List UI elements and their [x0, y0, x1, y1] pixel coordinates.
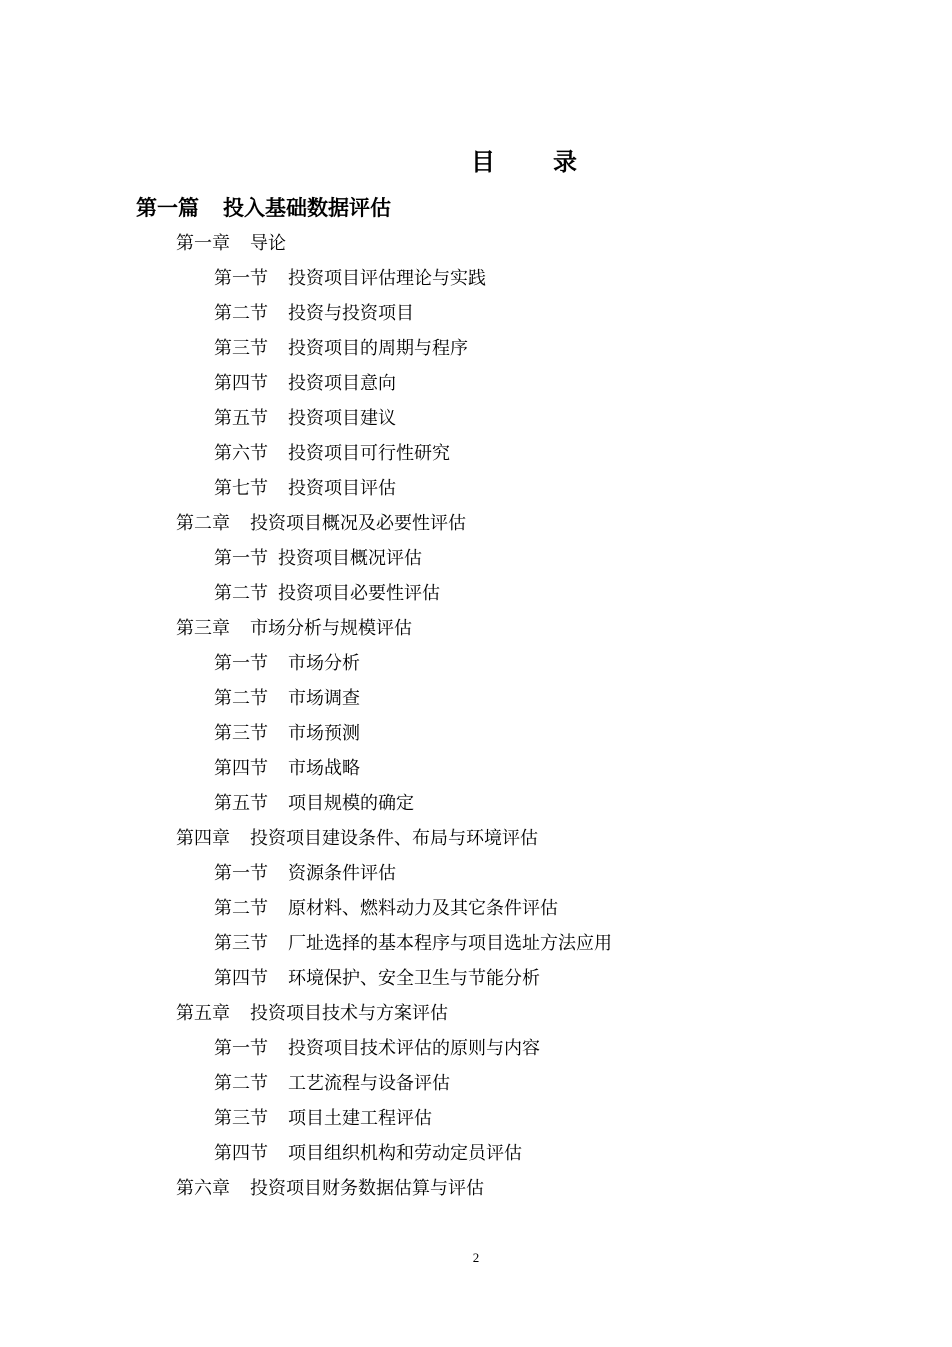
chapter-title: 投资项目概况及必要性评估 [250, 513, 466, 534]
toc-title: 目录 [471, 147, 635, 176]
chapter-number: 第一章 [176, 233, 230, 254]
toc-section-entry [0, 576, 952, 611]
section-number: 第二节 [214, 688, 268, 709]
section-title: 市场调查 [288, 688, 360, 709]
section-title: 原材料、燃料动力及其它条件评估 [288, 898, 558, 919]
section-number: 第四节 [214, 373, 268, 394]
section-title: 投资项目技术评估的原则与内容 [288, 1038, 540, 1059]
chapter-number: 第六章 [176, 1178, 230, 1199]
section-title: 项目规模的确定 [288, 793, 414, 814]
section-title: 投资项目必要性评估 [278, 583, 440, 604]
section-number: 第三节 [214, 1108, 268, 1129]
section-number: 第二节 [214, 1073, 268, 1094]
chapter-number: 第二章 [176, 513, 230, 534]
toc-section-entry [0, 366, 952, 401]
chapter-title: 市场分析与规模评估 [250, 618, 412, 639]
section-number: 第四节 [214, 1143, 268, 1164]
section-number: 第一节 [214, 268, 268, 289]
section-title: 项目组织机构和劳动定员评估 [288, 1143, 522, 1164]
section-title: 投资项目可行性研究 [288, 443, 450, 464]
section-title: 工艺流程与设备评估 [288, 1073, 450, 1094]
toc-chapter-entry [0, 611, 952, 646]
toc-chapter-entry [0, 506, 952, 541]
section-number: 第二节 [214, 583, 268, 604]
toc-section-entry [0, 541, 952, 576]
part-title-text: 投入基础数据评估 [223, 195, 391, 220]
section-title: 项目土建工程评估 [288, 1108, 432, 1129]
toc-section-entry [0, 436, 952, 471]
chapter-number: 第三章 [176, 618, 230, 639]
section-number: 第二节 [214, 898, 268, 919]
section-title: 投资与投资项目 [288, 303, 414, 324]
section-number: 第三节 [214, 338, 268, 359]
toc-section-entry [0, 646, 952, 681]
section-title: 投资项目意向 [288, 373, 396, 394]
toc-chapter-entry [0, 226, 952, 261]
section-number: 第三节 [214, 933, 268, 954]
section-number: 第一节 [214, 548, 268, 569]
toc-section-entry [0, 1031, 952, 1066]
toc-section-entry [0, 261, 952, 296]
section-number: 第一节 [214, 653, 268, 674]
toc-chapter-entry [0, 1171, 952, 1206]
toc-chapter-entry [0, 821, 952, 856]
chapter-number: 第四章 [176, 828, 230, 849]
section-number: 第七节 [214, 478, 268, 499]
chapter-title: 投资项目财务数据估算与评估 [250, 1178, 484, 1199]
section-title: 市场战略 [288, 758, 360, 779]
section-title: 投资项目评估 [288, 478, 396, 499]
section-title: 投资项目评估理论与实践 [288, 268, 486, 289]
toc-section-entry [0, 1136, 952, 1171]
toc-section-entry [0, 786, 952, 821]
toc-section-entry [0, 1101, 952, 1136]
part-heading [136, 192, 391, 222]
section-title: 资源条件评估 [288, 863, 396, 884]
toc-section-entry [0, 856, 952, 891]
toc-section-entry [0, 716, 952, 751]
section-number: 第五节 [214, 408, 268, 429]
chapter-title: 投资项目技术与方案评估 [250, 1003, 448, 1024]
section-title: 市场分析 [288, 653, 360, 674]
section-number: 第一节 [214, 1038, 268, 1059]
section-number: 第五节 [214, 793, 268, 814]
section-number: 第四节 [214, 968, 268, 989]
section-title: 投资项目的周期与程序 [288, 338, 468, 359]
toc-entries [0, 226, 952, 1206]
toc-section-entry [0, 751, 952, 786]
section-number: 第二节 [214, 303, 268, 324]
toc-section-entry [0, 471, 952, 506]
section-number: 第四节 [214, 758, 268, 779]
section-title: 市场预测 [288, 723, 360, 744]
toc-section-entry [0, 296, 952, 331]
section-title: 投资项目概况评估 [278, 548, 422, 569]
toc-section-entry [0, 331, 952, 366]
section-number: 第一节 [214, 863, 268, 884]
chapter-number: 第五章 [176, 1003, 230, 1024]
toc-section-entry [0, 891, 952, 926]
toc-section-entry [0, 401, 952, 436]
part-number: 第一篇 [136, 195, 199, 220]
toc-section-entry [0, 926, 952, 961]
section-title: 投资项目建议 [288, 408, 396, 429]
page-number: 2 [472, 1250, 480, 1265]
toc-section-entry [0, 681, 952, 716]
toc-chapter-entry [0, 996, 952, 1031]
toc-section-entry [0, 961, 952, 996]
chapter-title: 导论 [250, 233, 286, 254]
section-title: 厂址选择的基本程序与项目选址方法应用 [288, 933, 612, 954]
chapter-title: 投资项目建设条件、布局与环境评估 [250, 828, 538, 849]
section-number: 第三节 [214, 723, 268, 744]
section-title: 环境保护、安全卫生与节能分析 [288, 968, 540, 989]
toc-section-entry [0, 1066, 952, 1101]
section-number: 第六节 [214, 443, 268, 464]
